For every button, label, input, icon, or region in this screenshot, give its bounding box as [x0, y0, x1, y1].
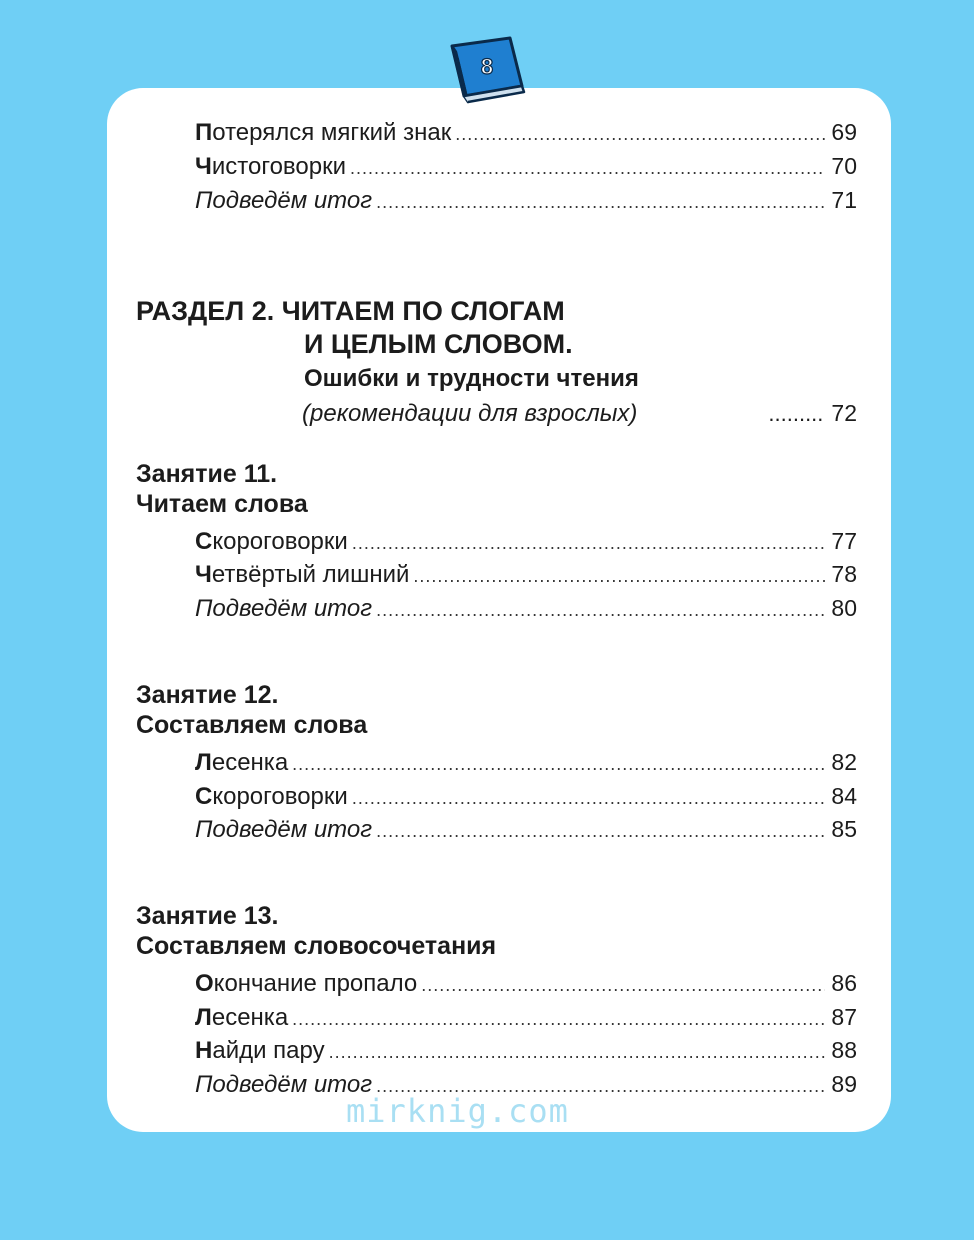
- lesson-number: Занятие 13.: [136, 902, 279, 930]
- leader-dots: [376, 595, 825, 625]
- page-ref: 70: [831, 153, 857, 179]
- leader-dots: [413, 561, 825, 591]
- lesson-title: Составляем словосочетания: [136, 932, 497, 960]
- page-ref: 84: [831, 783, 857, 809]
- leader-dots: [352, 783, 826, 813]
- toc-entry[interactable]: Окончание пропало ..... 86: [195, 968, 857, 998]
- leader-dots: [376, 816, 825, 846]
- lesson-title: Составляем слова: [136, 711, 368, 739]
- lesson-title: Читаем слова: [136, 490, 308, 518]
- toc-entry[interactable]: Подведём итог ..... 89: [195, 1069, 857, 1099]
- page-ref: 87: [831, 1004, 857, 1030]
- toc-entry[interactable]: Найди пару ..... 88: [195, 1035, 857, 1065]
- leader-dots: [352, 528, 826, 558]
- section-heading-line2: И ЦЕЛЫМ СЛОВОМ.: [304, 329, 573, 359]
- page-ref: 86: [831, 970, 857, 996]
- page-ref: 72: [831, 400, 857, 426]
- page-ref: 77: [831, 528, 857, 554]
- toc-entry[interactable]: Подведём итог ..... 80: [195, 593, 857, 623]
- section-heading: РАЗДЕЛ 2. ЧИТАЕМ ПО СЛОГАМ: [136, 296, 565, 326]
- page-ref: 78: [831, 561, 857, 587]
- page-ref: 85: [831, 816, 857, 842]
- toc-entry[interactable]: (рекомендации для взрослых) ......... 72: [302, 400, 857, 427]
- leader-dots: [376, 187, 825, 217]
- toc-entry[interactable]: Чистоговорки ..... 70: [195, 151, 857, 181]
- leader-dots: [329, 1037, 826, 1067]
- page-number: 8: [480, 54, 494, 79]
- book-page-number-icon: [444, 34, 528, 104]
- toc-entry[interactable]: Скороговорки ..... 84: [195, 781, 857, 811]
- page-ref: 71: [831, 187, 857, 213]
- toc-entry[interactable]: Лесенка ..... 87: [195, 1002, 857, 1032]
- toc-entry[interactable]: Подведём итог ..... 85: [195, 814, 857, 844]
- toc-entry[interactable]: Четвёртый лишний ..... 78: [195, 559, 857, 589]
- watermark: mirknig.com: [346, 1092, 569, 1130]
- leader-dots: [350, 153, 825, 183]
- lesson-number: Занятие 11.: [136, 460, 278, 488]
- toc-entry[interactable]: Скороговорки ..... 77: [195, 526, 857, 556]
- toc-entry[interactable]: Потерялся мягкий знак ..... 69: [195, 117, 857, 147]
- toc-entry[interactable]: Лесенка ..... 82: [195, 747, 857, 777]
- page-ref: 89: [831, 1071, 857, 1097]
- leader-dots: [455, 119, 825, 149]
- toc-entry[interactable]: Подведём итог ..... 71: [195, 185, 857, 215]
- page-ref: 82: [831, 749, 857, 775]
- section-subheading: Ошибки и трудности чтения: [304, 365, 639, 392]
- page-ref: 69: [831, 119, 857, 145]
- leader-dots: [292, 749, 825, 779]
- lesson-number: Занятие 12.: [136, 681, 279, 709]
- leader-dots: .........: [768, 401, 824, 426]
- page-ref: 88: [831, 1037, 857, 1063]
- leader-dots: [421, 970, 825, 1000]
- page-ref: 80: [831, 595, 857, 621]
- leader-dots: [292, 1004, 825, 1034]
